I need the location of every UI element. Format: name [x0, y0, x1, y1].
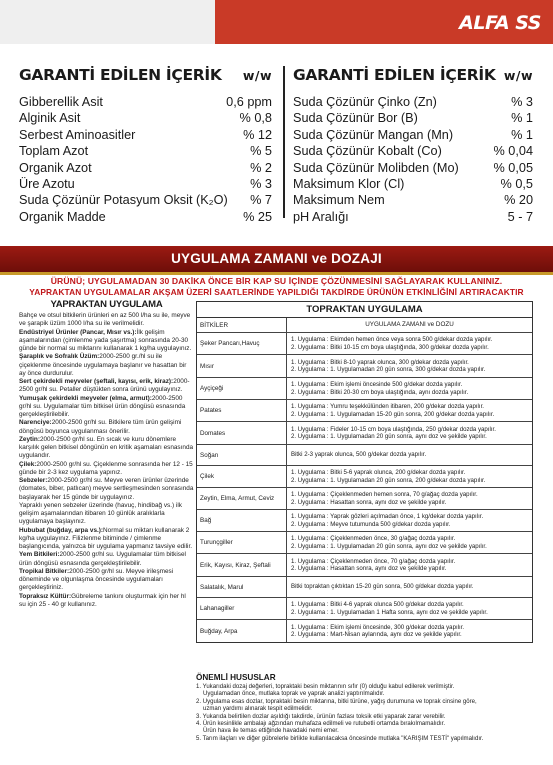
table-row [197, 378, 532, 400]
crop-instructions: 2000-2500 gr/hl su. Çiçeklenme sonrasında her 12 - 15 günde bir 2-3 kez uygulama yapınız. [19, 460, 193, 476]
ingredient-name: Suda Çözünür Potasyum Oksit (K₂O) [19, 193, 228, 208]
crop-label: Zeytin: [19, 435, 40, 443]
ingredient-name: Suda Çözünür Çinko (Zn) [293, 95, 437, 109]
ingredient-name: Üre Azotu [19, 177, 75, 192]
guarantee-header-left [19, 66, 272, 84]
guarantee-row [19, 209, 272, 225]
ingredient-value: % 1 [511, 111, 533, 126]
ingredient-name: Suda Çözünür Bor (B) [293, 111, 418, 126]
plant-name: Çilek [197, 466, 287, 487]
plant-name: Şeker Pancarı,Havuç [197, 333, 287, 354]
ingredient-name: Toplam Azot [19, 144, 89, 159]
crop-label: Hububat (buğday, arpa vs.): [19, 526, 104, 534]
table-row [197, 400, 532, 422]
dose-cell [287, 355, 532, 377]
notes-title: ÖNEMLİ HUSUSLAR [196, 673, 276, 682]
soil-application-title: TOPRAKTAN UYGULAMA [197, 302, 532, 318]
dose-line: 2. Uygulama : Bitki 20-30 cm boya ulaştığında, aynı dozda yapılır. [291, 388, 469, 396]
crop-label: Narenciye: [19, 419, 52, 427]
plant-name: Lahanagiller [197, 598, 287, 619]
leaf-paragraph [19, 551, 194, 568]
gold-stripe [0, 272, 553, 275]
dose-line: Bitki 2-3 yaprak olunca, 500 g/dekar dozda yapılır. [291, 451, 427, 459]
leaf-paragraph [19, 593, 194, 610]
plant-name: Turunçgiller [197, 532, 287, 553]
ingredient-name: Suda Çözünür Kobalt (Co) [293, 144, 442, 159]
dose-line: 1. Uygulama : Bitki 5-6 yaprak olunca, 200 g/dekar dozda yapılır. [291, 469, 466, 476]
guarantee-row [293, 209, 533, 225]
ingredient-value: % 0,05 [493, 160, 533, 175]
leaf-paragraph [19, 568, 194, 593]
dose-line: 1. Uygulama : Çiçeklenmeden önce, 70 g/ağaç dozda yapılır. [291, 557, 456, 565]
ingredient-value: % 1 [511, 127, 533, 142]
ingredient-value: % 3 [250, 177, 272, 192]
crop-label: Yem Bitkileri: [19, 551, 60, 559]
dose-cell [287, 466, 532, 487]
crop-label: Çilek: [19, 460, 37, 468]
unit-label-left: w/w [242, 68, 272, 83]
table-row [197, 333, 532, 355]
guarantee-row [293, 110, 533, 126]
crop-label: Şaraplık ve Sofralık Üzüm: [19, 353, 100, 361]
leaf-paragraph [19, 436, 194, 461]
dose-line: 2. Uygulama : Hasattan sonra, aynı doz ve şekilde yapılır. [291, 498, 447, 506]
dose-cell [287, 445, 532, 465]
guarantee-divider [283, 66, 285, 218]
leaf-paragraph [19, 527, 194, 552]
important-notes [196, 673, 536, 743]
dose-line: 2. Uygulama : Hasattan sonra, aynı doz ve şekilde yapılır. [291, 565, 447, 572]
table-header-row [197, 318, 532, 333]
crop-label: Sebzeler: [19, 477, 48, 484]
soil-application-table [196, 301, 533, 643]
guarantee-row [19, 110, 272, 126]
note-item: uzman yardımı alınarak tespit edilmelidir. [203, 706, 313, 713]
ingredient-value: % 0,5 [500, 177, 533, 192]
dose-cell [287, 378, 532, 399]
table-row [197, 532, 532, 554]
crop-instructions: 2000-2500 gr/hl su. Meyve irileşmesi döneminde ve olgunlaşma öncesinde uygulamaları gerçekleştiriniz. [19, 567, 174, 592]
dose-line: 2. Uygulama : 1. Uygulamadan 20 gün sonra, 300 g/dekar dozda yapılır. [291, 366, 486, 373]
note-item: 2. Uygulama esas dozlar, topraktaki besin miktarına, bitki türüne, yağış durumuna ve toprak cinsine göre, [196, 698, 477, 705]
ingredient-name: Maksimum Nem [293, 193, 385, 208]
ingredient-value: % 12 [243, 127, 272, 142]
dose-line: 1. Uygulama : Çiçeklenmeden hemen sonra, 70 g/ağaç dozda yapılır. [291, 491, 478, 498]
note-item: Uygulamadan önce, mutlaka toprak ve yaprak analizi yaptırılmalıdır. [203, 691, 385, 698]
guarantee-row [293, 143, 533, 159]
crop-label: Sert çekirdekli meyveler (şeftali, kayısı, erik, kiraz): [19, 378, 174, 385]
ingredient-name: Maksimum Klor (Cl) [293, 177, 405, 192]
guarantee-row [293, 94, 533, 110]
unit-label-right: w/w [503, 68, 533, 83]
guarantee-row [293, 127, 533, 143]
crop-instructions: 2000-2500 gr/hl su. Meyve veren ürünler üzerinde (domates, biber, patlıcan) meyve sertleşmesinden sonrasında başlayarak her 15 günde bir uygulayınız. [19, 477, 194, 501]
leaf-paragraph [19, 395, 194, 420]
note-item: Ürün hava ile temas ettiğinde havadaki nemi emer. [203, 728, 339, 735]
ingredient-value: % 0,04 [493, 144, 533, 159]
dose-cell [287, 400, 532, 421]
dose-line: 1. Uygulama : Bitki 8-10 yaprak olunca, 300 g/dekar dozda yapılır. [291, 358, 469, 366]
crop-label: Yumuşak çekirdekli meyveler (elma, armut): [19, 394, 152, 402]
application-title: UYGULAMA ZAMANI ve DOZAJI [171, 251, 382, 266]
table-row [197, 488, 532, 510]
dose-cell [287, 554, 532, 576]
dose-line: 2. Uygulama : 1. Uygulamadan 20 gün sonra, aynı doz ve şekilde yapılır. [291, 433, 487, 440]
guarantee-row [293, 176, 533, 192]
crop-label: Tropikal Bitkiler: [19, 567, 70, 575]
dose-line: 2. Uygulama : 1. Uygulamadan 15-20 gün sonra, 200 g/dekar dozda yapılır. [291, 410, 495, 418]
dose-line: 2. Uygulama : Meyve tutumunda 500 g/dekar dozda yapılır. [291, 520, 451, 528]
crop-instructions: 2000-2500 gr/hl su. Bitkilere tüm ürün gelişimi döngüsü boyunca uygulanması önerilir. [19, 419, 182, 435]
ingredient-value: 0,6 ppm [226, 95, 272, 109]
leaf-paragraph [19, 419, 194, 436]
note-item: 5. Tarım ilaçları ve diğer gübrelerle birlikte kullanılacaksa öncesinde mutlaka "KARIŞIM TESTİ" yapılmalıdır. [196, 735, 484, 742]
guarantee-title-right: GARANTİ EDİLEN İÇERİK [293, 66, 496, 84]
plant-name: Buğday, Arpa [197, 620, 287, 642]
dose-cell [287, 510, 532, 531]
leaf-application-title: YAPRAKTAN UYGULAMA [50, 299, 163, 310]
dose-cell [287, 577, 532, 597]
header-gray-section [0, 0, 215, 44]
guarantee-table-right [293, 66, 533, 225]
note-item: 3. Yukarıda belirtilen dozlar aşıldığı takdirde, ürünün fazlası toksik etki yaparak zarar verebilir. [196, 713, 446, 720]
guarantee-row [19, 176, 272, 192]
table-row [197, 422, 532, 445]
dose-line: 2. Uygulama : Bitki 10-15 cm boya ulaştığında, 300 g/dekar dozda yapılır. [291, 343, 489, 351]
dose-cell [287, 333, 532, 354]
dose-cell [287, 488, 532, 509]
guarantee-row [293, 160, 533, 176]
guarantee-row [19, 192, 272, 208]
leaf-paragraph [19, 502, 194, 527]
leaf-application-column [19, 299, 194, 609]
crop-instructions: İlk gelişim aşamalarından (çimlenme yada şaşırtma) sonrasında 20-30 günde bir normal su miktarını kullanarak 1 kg/ha uygulayınız. [19, 328, 192, 352]
dose-line: 1. Uygulama : Fideler 10-15 cm boya ulaştığında, 250 g/dekar dozda yapılır. [291, 425, 496, 433]
ingredient-value: % 5 [250, 144, 272, 159]
ingredient-value: % 2 [250, 160, 272, 175]
ingredient-name: pH Aralığı [293, 209, 349, 224]
leaf-paragraph [19, 477, 194, 502]
plant-name: Domates [197, 422, 287, 444]
note-item: 1. Yukarıdaki dozaj değerleri, topraktaki besin miktarının sıfır (0) olduğu kabul edilerek verilmiştir. [196, 684, 455, 690]
crop-instructions: 2000-2500 gr/hl su. Uygulamalar tüm bitkisel ürün döngüsü esnasında gerçekleştirilebilir. [19, 394, 186, 418]
leaf-paragraph [19, 329, 194, 354]
header-band [0, 0, 553, 44]
dose-line: 1. Uygulama : Yumru teşekkülünden itibaren, 200 g/dekar dozda yapılır. [291, 403, 484, 410]
dose-cell [287, 532, 532, 553]
warning-line-1: ÜRÜNÜ; UYGULAMADAN 30 DAKİKA ÖNCE BİR KAP SU İÇİNDE ÇÖZÜNMESİNİ SAĞLAYARAK KULLANINIZ. [50, 276, 503, 286]
table-row [197, 510, 532, 532]
plant-name: Salatalık, Marul [197, 577, 287, 597]
dose-cell [287, 598, 532, 619]
table-row [197, 620, 532, 642]
plant-name: Erik, Kayısı, Kiraz, Şeftali [197, 554, 287, 576]
table-row [197, 355, 532, 378]
dose-cell [287, 620, 532, 642]
ingredient-name: Organik Azot [19, 160, 92, 175]
table-row [197, 445, 532, 466]
crop-label: Topraksız Kültür: [19, 592, 72, 600]
leaf-paragraph [19, 353, 194, 378]
brand-logo: ALFA SS [459, 12, 541, 34]
plant-name: Zeytin, Elma, Armut, Ceviz [197, 488, 287, 509]
ingredient-value: % 0,8 [239, 111, 272, 126]
guarantee-row [19, 143, 272, 159]
dose-line: 1. Uygulama : Ekim işlemi öncesinde 500 g/dekar dozda yapılır. [291, 381, 463, 388]
ingredient-value: % 25 [243, 209, 272, 224]
guarantee-title-left: GARANTİ EDİLEN İÇERİK [19, 66, 222, 84]
crop-instructions: 2000-2500 gr/hl su. En sıcak ve kuru dönemlere karşılık gelen bitkisel döngünün en kritik aşamaları esnasında uygulandır. [19, 435, 194, 460]
crop-instructions: 2000-2500 gr./hl su ile çiçeklenme öncesinde uygulamaya başlanır ve hasattan bir ay önce durdurulur. [19, 353, 187, 377]
dose-line: 2. Uygulama : 1. Uygulamadan 20 gün sonra, 200 g/dekar dozda yapılır. [291, 476, 486, 484]
leaf-paragraph [19, 461, 194, 478]
dose-line: 1. Uygulama : Ekimden hemen önce veya sonra 500 g/dekar dozda yapılır. [291, 336, 493, 343]
guarantee-header-right [293, 66, 533, 84]
guarantee-row [293, 192, 533, 208]
guarantee-row [19, 160, 272, 176]
ingredient-name: Gibberellik Asit [19, 95, 103, 109]
guarantee-row [19, 127, 272, 143]
dose-line: Bitki topraktan çıktıktan 15-20 gün sonra, 500 g/dekar dozda yapılır. [291, 583, 474, 591]
leaf-paragraph [19, 312, 194, 329]
crop-instructions: Bahçe ve otsul bitkilerin ürünleri en az 500 l/ha su ile, meyve ve şarapik üzüm 1000 l/ha su ile verilmelidir. [19, 312, 191, 328]
crop-instructions: Normal su miktarı kullanarak 2 kg/ha uygulayınız. Filizlenme bitiminde / çimlenme başlangıcında, yalnızca bir uygulama yapmanız tavsiye edilir. [19, 526, 192, 550]
plant-name: Mısır [197, 355, 287, 377]
dose-line: 1. Uygulama : Ekim işlemi öncesinde, 300 g/dekar dozda yapılır. [291, 623, 465, 631]
ingredient-value: % 20 [504, 193, 533, 208]
ingredient-value: 5 - 7 [507, 209, 533, 224]
plant-name: Soğan [197, 445, 287, 465]
dose-line: 1. Uygulama : Bitki 4-6 yaprak olunca 500 g/dekar dozda yapılır. [291, 601, 464, 608]
plant-name: Ayçiçeği [197, 378, 287, 399]
dose-line: 2. Uygulama : 1. Uygulamadan 1 Hafta sonra, aynı doz ve şekilde yapılır. [291, 608, 488, 616]
plant-name: Bağ [197, 510, 287, 531]
ingredient-name: Organik Madde [19, 209, 106, 224]
table-header-dose: UYGULAMA ZAMANI ve DOZU [365, 321, 454, 329]
table-row [197, 554, 532, 577]
crop-instructions: 2000-2500 gr/hl su. Petaller düştükten sonra ürünü uygulayınız. [19, 378, 190, 394]
plant-name: Patates [197, 400, 287, 421]
application-band [0, 246, 553, 272]
table-row [197, 598, 532, 620]
ingredient-value: % 7 [250, 193, 272, 208]
table-header-plants: BİTKİLER [197, 318, 287, 332]
dose-line: 2. Uygulama : Mart-Nisan aylarında, aynı doz ve şekilde yapılır. [291, 631, 462, 638]
note-item: 4. Ürün kesinlikle ambalajı ağzından muhafaza edilmeli ve rutubetli ortamda bırakılmamalıdır. [196, 721, 446, 728]
dose-line: 1. Uygulama : Yaprak gözleri açılmadan önce, 1 kg/dekar dozda yapılır. [291, 513, 484, 520]
table-row [197, 577, 532, 598]
crop-label: Endüstriyel Ürünler (Pancar, Mısır vs.): [19, 328, 137, 336]
crop-instructions: Yapraklı yenen sebzeler üzerinde (havuç, hindibağ vs.) ilk gelişim aşamalarından itibaren 10 günlük aralıklarla uygulamaya başlayınız. [19, 501, 182, 526]
leaf-paragraph [19, 378, 194, 395]
ingredient-name: Suda Çözünür Molibden (Mo) [293, 160, 459, 175]
guarantee-table-left [19, 66, 272, 225]
crop-instructions: Gübreleme tankını oluşturmak için her hl su için 25 - 40 gr kullanınız. [19, 592, 186, 608]
ingredient-name: Serbest Aminoasitler [19, 127, 136, 142]
guarantee-row [19, 94, 272, 110]
crop-instructions: 2000-2500 gr/hl su. Uygulamalar tüm bitkisel ürün döngüsü esnasında gerçekleştirilebilir. [19, 551, 186, 567]
dose-line: 1. Uygulama : Çiçeklenmeden önce, 30 g/ağaç dozda yapılır. [291, 535, 456, 542]
ingredient-value: % 3 [511, 95, 533, 109]
dose-line: 2. Uygulama : 1. Uygulamadan 20 gün sonra, aynı doz ve şekilde yapılır. [291, 542, 487, 550]
dose-cell [287, 422, 532, 444]
table-row [197, 466, 532, 488]
warning-line-2: YAPRAKTAN UYGULAMALAR AKŞAM ÜZERİ SAATLERİNDE YAPILDIĞI TAKDİRDE ÜRÜNÜN ETKİNLİĞİNİ ARTIRACAKTIR [29, 287, 524, 297]
ingredient-name: Suda Çözünür Mangan (Mn) [293, 127, 454, 142]
ingredient-name: Alginik Asit [19, 111, 81, 126]
